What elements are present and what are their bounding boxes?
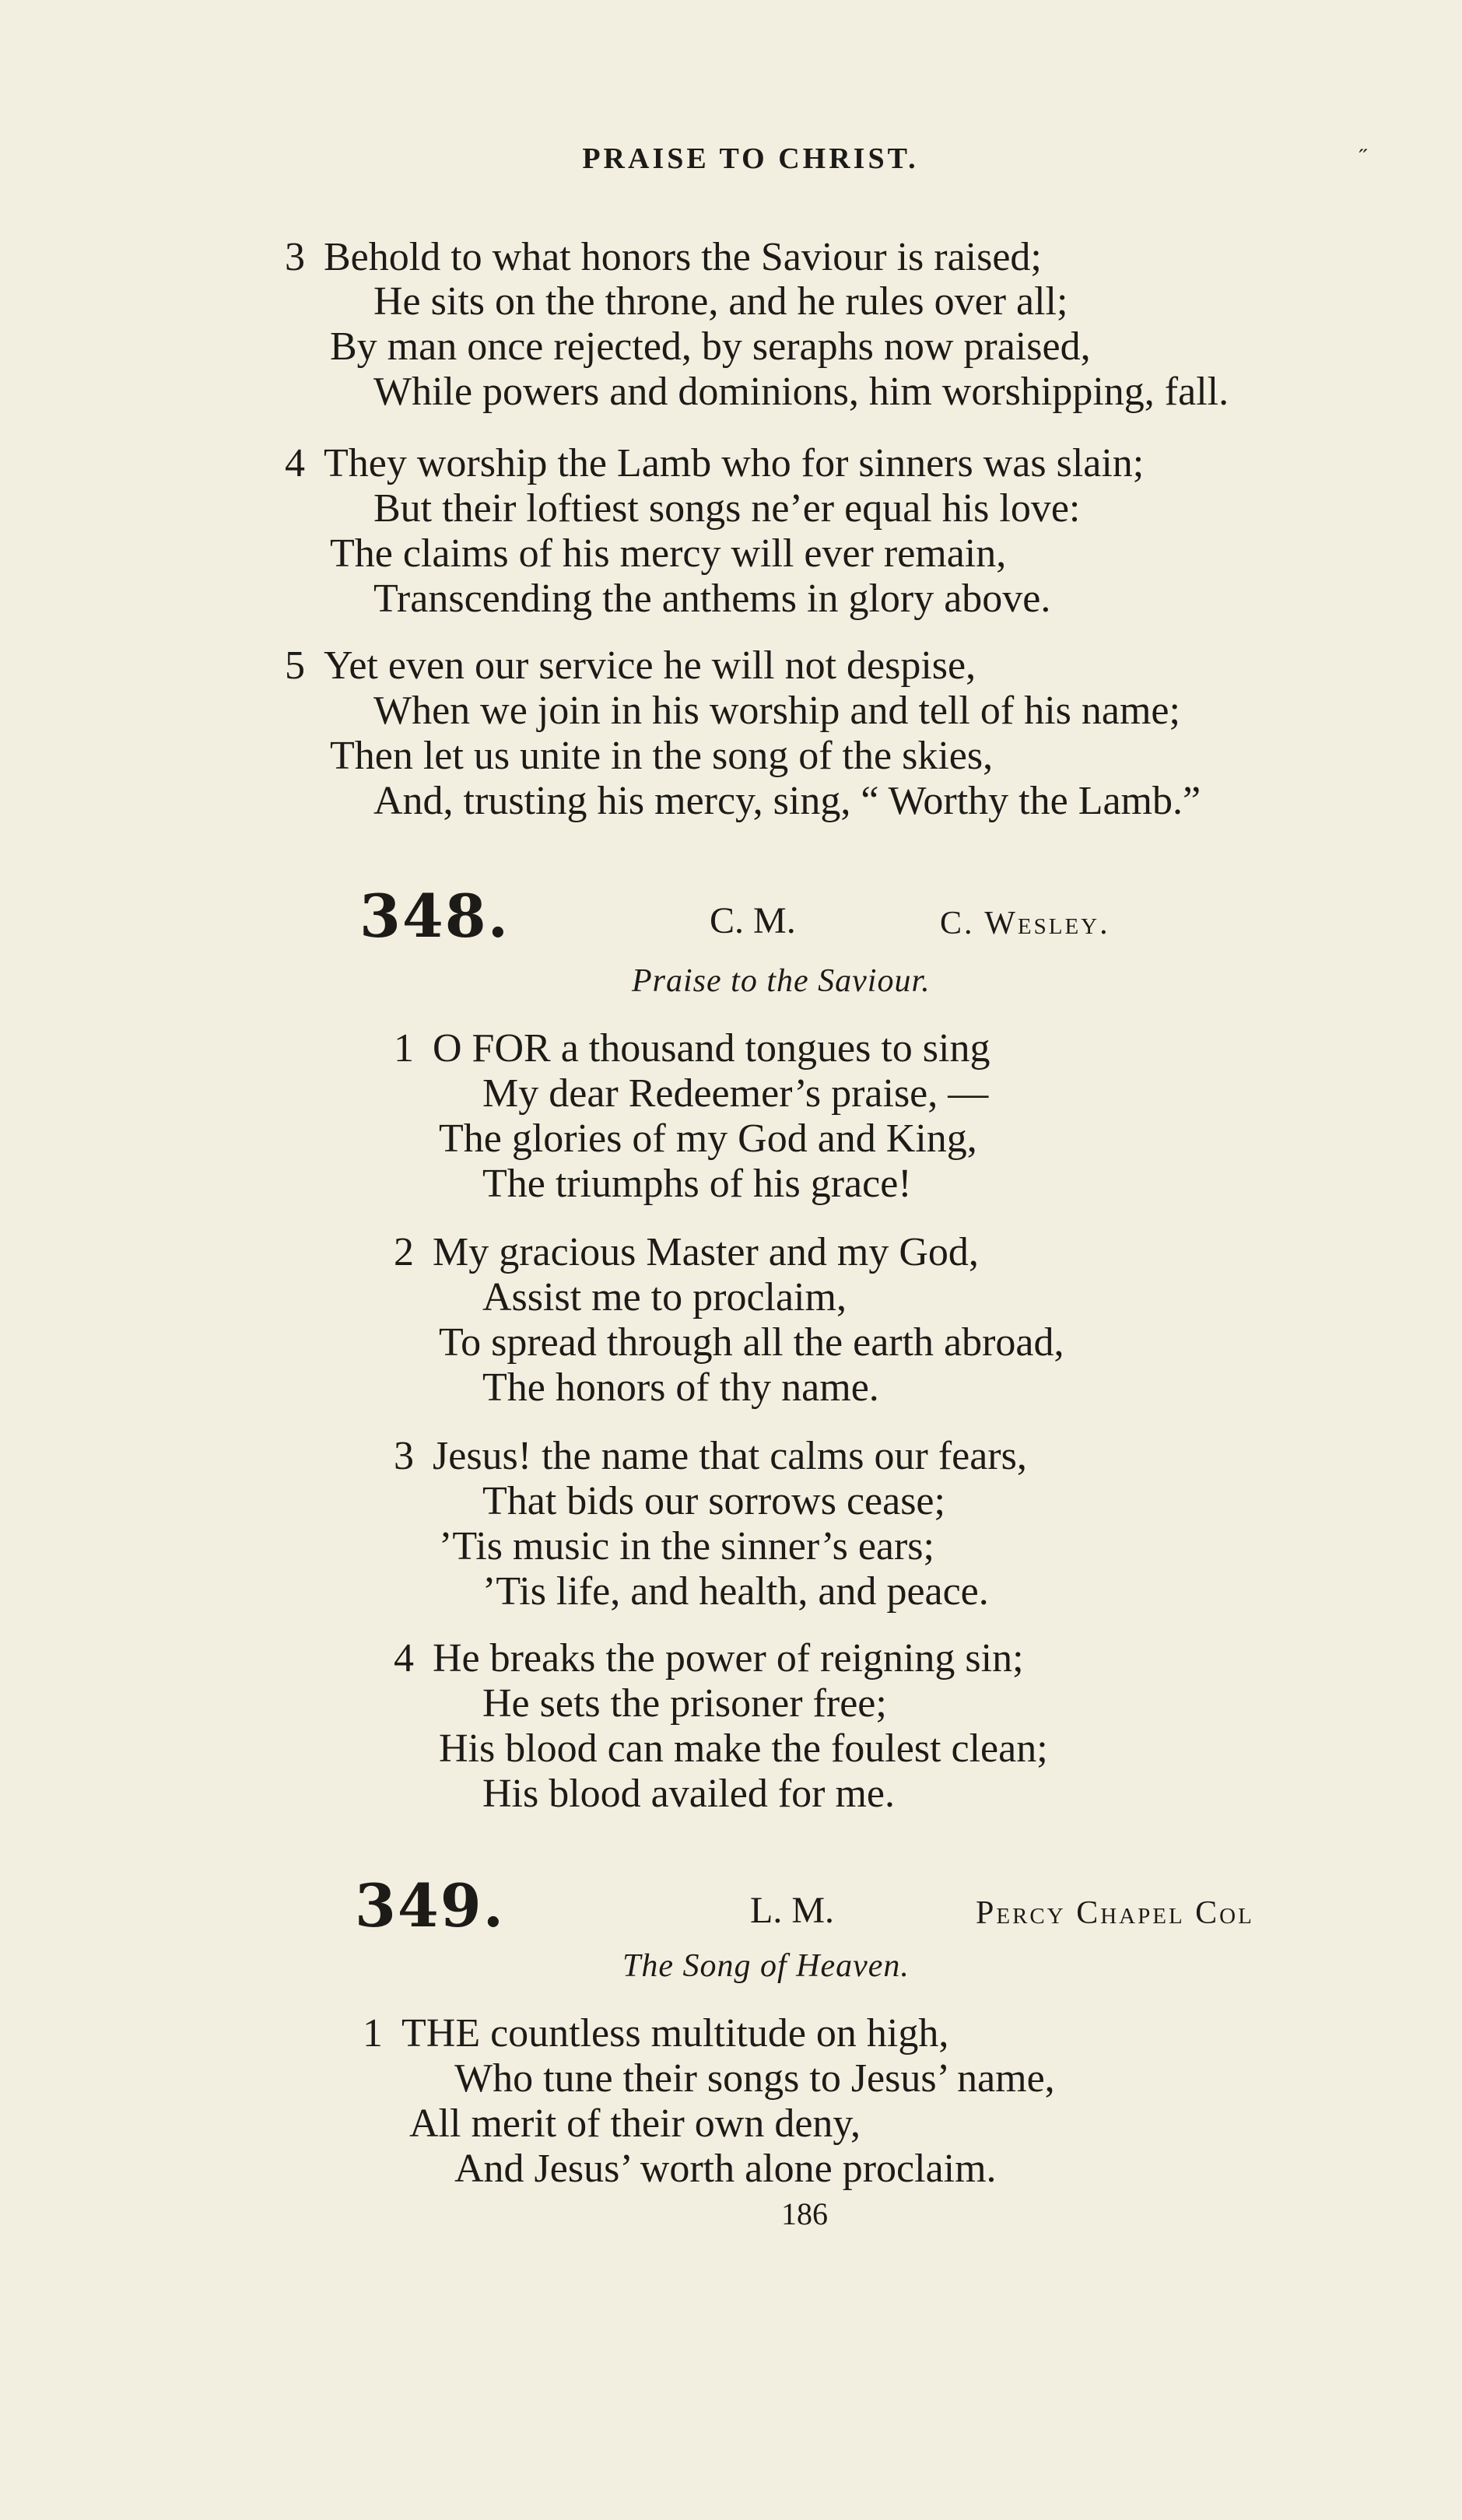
verse-number: 3 bbox=[394, 1434, 414, 1478]
hymn-title: The Song of Heaven. bbox=[622, 1948, 910, 1984]
hymn-title: Praise to the Saviour. bbox=[632, 963, 931, 999]
verse-line: To spread through all the earth abroad, bbox=[439, 1320, 1064, 1365]
verse-line: 4 They worship the Lamb who for sinners was slain; bbox=[285, 441, 1145, 485]
verse-line: The honors of thy name. bbox=[482, 1365, 879, 1410]
verse-line: Transcending the anthems in glory above. bbox=[373, 577, 1051, 621]
hymn-author: C. Wesley. bbox=[940, 906, 1110, 941]
hymn-author: Percy Chapel Col bbox=[976, 1895, 1254, 1931]
verse-line: By man once rejected, by seraphs now praised, bbox=[330, 324, 1091, 369]
verse-number: 5 bbox=[285, 643, 305, 688]
verse-line: That bids our sorrows cease; bbox=[482, 1479, 945, 1523]
verse-line: And Jesus’ worth alone proclaim. bbox=[454, 2147, 997, 2191]
verse-line: Assist me to proclaim, bbox=[482, 1275, 847, 1320]
hymn-meter: C. M. bbox=[710, 900, 796, 941]
verse-line: While powers and dominions, him worshipping, fall. bbox=[373, 370, 1229, 414]
hymn-number: 349. bbox=[355, 1871, 506, 1940]
verse-line: 2 My gracious Master and my God, bbox=[394, 1230, 979, 1274]
hymn-meter: L. M. bbox=[750, 1890, 834, 1931]
verse-line: He sets the prisoner free; bbox=[482, 1681, 887, 1726]
verse-line: When we join in his worship and tell of his name; bbox=[373, 689, 1180, 733]
verse-line: The triumphs of his grace! bbox=[482, 1162, 912, 1206]
verse-line: Then let us unite in the song of the skies, bbox=[330, 734, 994, 778]
verse-line: 1 THE countless multitude on high, bbox=[363, 2011, 949, 2056]
verse-line: My dear Redeemer’s praise, — bbox=[482, 1071, 989, 1116]
verse-number: 1 bbox=[363, 2011, 383, 2056]
verse-number: 4 bbox=[394, 1636, 414, 1681]
verse-number: 3 bbox=[285, 235, 305, 279]
page-number: 186 bbox=[781, 2196, 828, 2231]
verse-line: The claims of his mercy will ever remain, bbox=[330, 531, 1007, 576]
hymn-number: 348. bbox=[359, 881, 510, 951]
running-header: PRAISE TO CHRIST. bbox=[582, 142, 919, 175]
verse-line: His blood availed for me. bbox=[482, 1772, 895, 1816]
verse-line: 3 Behold to what honors the Saviour is raised; bbox=[285, 235, 1042, 279]
verse-line: ’Tis music in the sinner’s ears; bbox=[439, 1524, 934, 1568]
verse-line: ’Tis life, and health, and peace. bbox=[482, 1569, 989, 1614]
verse-line: He sits on the throne, and he rules over all; bbox=[373, 279, 1068, 324]
corner-mark: ˝ bbox=[1359, 145, 1367, 170]
verse-line: 1 O FOR a thousand tongues to sing bbox=[394, 1026, 990, 1071]
verse-line: But their loftiest songs ne’er equal his love: bbox=[373, 486, 1081, 531]
verse-line: The glories of my God and King, bbox=[439, 1116, 977, 1161]
verse-number: 2 bbox=[394, 1230, 414, 1274]
verse-number: 1 bbox=[394, 1026, 414, 1071]
verse-line: Who tune their songs to Jesus’ name, bbox=[454, 2056, 1055, 2101]
verse-number: 4 bbox=[285, 441, 305, 485]
verse-line: 5 Yet even our service he will not despise, bbox=[285, 643, 976, 688]
verse-line: His blood can make the foulest clean; bbox=[439, 1726, 1048, 1771]
verse-line: All merit of their own deny, bbox=[409, 2101, 861, 2146]
verse-line: And, trusting his mercy, sing, “ Worthy the Lamb.” bbox=[373, 779, 1201, 823]
verse-line: 3 Jesus! the name that calms our fears, bbox=[394, 1434, 1027, 1478]
verse-line: 4 He breaks the power of reigning sin; bbox=[394, 1636, 1024, 1681]
